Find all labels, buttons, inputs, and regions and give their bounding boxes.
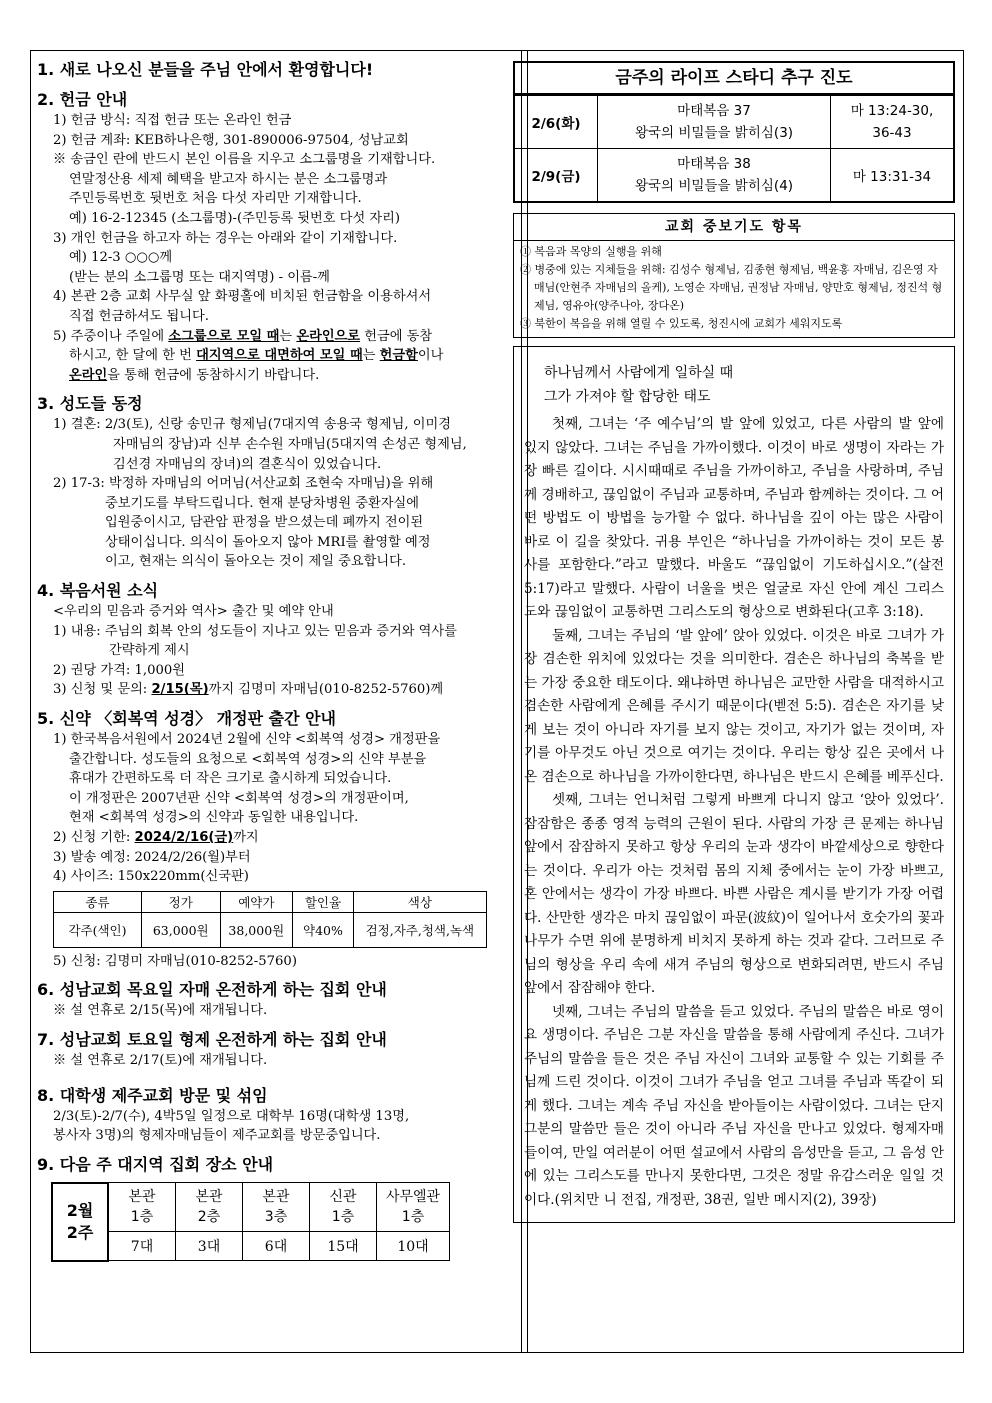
table-header: 색상 (353, 891, 486, 912)
study-reference: 마 13:24-30, 36-43 (831, 96, 954, 149)
life-study-title: 금주의 라이프 스타디 추구 진도 (515, 63, 953, 95)
announcements-column (37, 59, 487, 1270)
study-reference: 마 13:31-34 (831, 149, 954, 202)
text-line: 연말정산용 세제 혜택을 받고자 하시는 분은 소그룹명과 (69, 171, 388, 187)
article-body (524, 413, 944, 1212)
text-line: (받는 분의 소그룹명 또는 대지역명) - 이름-께 (69, 269, 330, 285)
section-title: 5. 신약 〈회복역 성경〉 개정판 출간 안내 (37, 709, 337, 729)
text-line: 1) 결혼: 2/3(토), 신랑 송민규 형제님(7대지역 송용국 형제님, 이미경 (53, 417, 451, 433)
hall-district: 7대 (108, 1232, 176, 1261)
text-line: 2) 헌금 계좌: KEB하나은행, 301-890006-97504, 성남교회 (53, 132, 409, 148)
section-title: 3. 성도들 동정 (37, 394, 143, 414)
table-header-row (54, 891, 487, 912)
section-title: 6. 성남교회 목요일 자매 온전하게 하는 집회 안내 (37, 980, 387, 1000)
text-line: 2) 신청 기한: 2024/2/16(금)까지 (53, 830, 259, 845)
text-line: 휴대가 간편하도록 더 작은 크기로 출시하게 되었습니다. (69, 771, 392, 787)
section-welcome (37, 59, 487, 81)
hall-district: 3대 (176, 1232, 243, 1261)
text-line: 간략하게 제시 (109, 643, 190, 659)
table-header: 예약가 (220, 891, 293, 912)
text-line: 3) 발송 예정: 2024/2/26(월)부터 (53, 849, 251, 865)
article-paragraph: 넷째, 그녀는 주님의 말씀을 듣고 있었다. 주님의 말씀은 바로 영이요 생명이다. 주님은 그분 자신을 말씀을 통해 사람에게 주신다. 그녀가 주님의 말씀을 들은 것은 주님 자신이 그녀와 교통할 수 있는 기회를 주님께 드린 것이다. 이것이 그녀가 주님을 얻고 그녀를 주님과 똑같이 되게 했다. 그녀는 계속 주님 자신을 받아들이는 사람이었다. 그녀는 단지 그분의 말씀만 들은 것이 아니라 주님 자신을 만나고 있었다. 형제자매들이여, 만일 여러분이 어떤 설교에서 사람의 음성만을 듣고, 그 음성 안에 있는 그리스도를 만나지 못한다면, 그것은 정말 유감스러운 일일 것이다.(위치만 니 전집, 개정판, 38권, 일반 메시지(2), 39장) (524, 1003, 944, 1208)
prayer-title: 교회 중보기도 항목 (514, 214, 954, 241)
text-line: 자매님의 장남)과 신부 손수원 자매님(5대지역 손성곤 형제님, (113, 436, 467, 452)
study-date: 2/6(화) (515, 96, 598, 149)
price-table (53, 891, 487, 948)
article-subtitle: 그가 가져야 할 합당한 태도 (544, 389, 711, 405)
text-line: 4) 사이즈: 150x220mm(신국판) (53, 869, 249, 885)
hall-name: 사무엘관 1층 (377, 1183, 450, 1232)
week-label: 2월 2주 (52, 1183, 108, 1261)
hall-name: 본관 2층 (176, 1183, 243, 1232)
table-row (515, 149, 953, 202)
table-cell: 63,000원 (141, 912, 220, 947)
table-row (515, 96, 953, 149)
hall-district: 15대 (310, 1232, 377, 1261)
text-line: 예) 16-2-12345 (소그룹명)-(주민등록 뒷번호 다섯 자리) (69, 210, 400, 226)
table-cell: 약40% (293, 912, 354, 947)
section-bookroom (37, 580, 487, 700)
text-line: 2) 17-3: 박정하 자매님의 어머님(서산교회 조현숙 자매님)을 위해 (53, 476, 434, 492)
text-line: 입원중이시고, 담관암 판정을 받으셨는데 폐까지 전이된 (105, 515, 424, 531)
prayer-box (513, 213, 955, 338)
text-line: 1) 내용: 주님의 회복 안의 성도들이 지나고 있는 믿음과 증거와 역사를 (53, 623, 457, 639)
section-offering (37, 89, 487, 385)
hall-name: 본관 3층 (243, 1183, 310, 1232)
table-header: 할인율 (293, 891, 354, 912)
text-line: 이 개정판은 2007년판 신약 <회복역 성경>의 개정판이며, (69, 790, 409, 806)
section-meeting-locations (37, 1154, 487, 1262)
text-line: 3) 개인 헌금을 하고자 하는 경우는 아래와 같이 기재합니다. (53, 230, 398, 246)
text-line: ※ 송금인 란에 반드시 본인 이름을 지우고 소그룹명을 기재합니다. (53, 152, 436, 168)
text-line: 2/3(토)-2/7(수), 4박5일 일정으로 대학부 16명(대학생 13명, (53, 1108, 410, 1124)
article-paragraph: 첫째, 그녀는 ‘주 예수님’의 발 앞에 있었고, 다른 사람의 발 앞에 있지 않았다. 그녀는 주님을 가까이했다. 이것이 바로 생명이 자라는 가장 빠른 길이다. 시시때때로 주님을 가까이하고, 주님을 사랑하며, 주님께 경배하고, 끊임없이 주님과 교통하며, 주님과 함께하는 것이다. 그 어떤 방법도 이 방법을 능가할 수 없다. 하나님을 깊이 아는 많은 사람이 바로 이 길을 찾았다. 귀용 부인은 “하나님을 가까이하는 것이 모든 봉사를 포함한다.”라고 말했다. 바울도 “끊임없이 기도하십시오.”(살전 5:17)라고 말했다. 사람이 너울을 벗은 얼굴로 자신 안에 계신 그리스도와 끊임없이 교통하면 그리스도의 형상으로 변화된다(고후 3:18). (524, 416, 944, 620)
text-line: ※ 설 연휴로 2/17(토)에 재개됩니다. (53, 1052, 268, 1068)
text-line: 1) 한국복음서원에서 2024년 2월에 신약 <회복역 성경> 개정판을 (53, 732, 441, 748)
hall-name: 신관 1층 (310, 1183, 377, 1232)
text-line: 현재 <회복역 성경>의 신약과 동일한 내용입니다. (69, 810, 359, 826)
section-title: 8. 대학생 제주교회 방문 및 섞임 (37, 1085, 268, 1105)
hall-district: 6대 (243, 1232, 310, 1261)
prayer-item: ② 병중에 있는 지체들을 위해: 김성수 형제님, 김종현 형제님, 백윤홍 자매님, 김은영 자매님(안현주 자매님의 올케), 노영순 자매님, 권정남 자매님, 양만호 형제님, 정진석 형제님, 영유아(양주나아, 장다온) (520, 263, 943, 312)
text-line: 1) 헌금 방식: 직접 헌금 또는 온라인 헌금 (53, 113, 292, 128)
text-line: 출간합니다. 성도들의 요청으로 <회복역 성경>의 신약 부분을 (69, 751, 427, 767)
article-paragraph: 셋째, 그녀는 언니처럼 그렇게 바쁘게 다니지 않고 ‘앉아 있었다’. 잠잠함은 종종 영적 능력의 근원이 된다. 사람의 가장 큰 문제는 하나님 앞에서 잠잠하지 못하고 항상 우리의 눈과 생각이 바깥세상으로 향한다는 것이다. 우리가 아는 것처럼 몸의 지체 중에서는 눈이 가장 바쁘고, 혼 안에서는 생각이 가장 바쁘다. 바쁜 사람은 계시를 받기가 가장 어렵다. 산만한 생각은 마치 끊임없이 파문(波紋)이 일어나서 호숫가의 꽃과 나무가 수면 위에 분명하게 비치지 못하게 하는 것과 같다. 그러므로 주님의 형상을 우리 속에 새겨 주님의 형상으로 변화되려면, 반드시 주님 앞에서 잠잠해야 한다. (524, 792, 944, 996)
text-line: 5) 신청: 김명미 자매님(010-8252-5760) (53, 953, 297, 969)
section-sisters-meeting (37, 979, 487, 1021)
section-title: 9. 다음 주 대지역 집회 장소 안내 (37, 1154, 274, 1174)
text-line: 직접 헌금하셔도 됩니다. (69, 308, 209, 324)
section-recovery-bible (37, 708, 487, 971)
text-line: 이고, 현재는 의식이 돌아오는 것이 제일 중요합니다. (105, 554, 407, 570)
right-column (513, 61, 955, 1223)
hall-name: 본관 1층 (108, 1183, 176, 1232)
article-title: 하나님께서 사람에게 일하실 때 (544, 365, 734, 381)
section-title: 4. 복음서원 소식 (37, 581, 159, 601)
section-title: 2. 헌금 안내 (37, 90, 128, 109)
study-message: 마태복음 37 왕국의 비밀들을 밝히심(3) (598, 96, 831, 149)
table-header: 정가 (141, 891, 220, 912)
section-title: 1. 새로 나오신 분들을 주님 안에서 환영합니다! (37, 60, 374, 79)
study-message: 마태복음 38 왕국의 비밀들을 밝히심(4) (598, 149, 831, 202)
text-line: 5) 주중이나 주일에 소그룹으로 모일 때는 온라인으로 헌금에 동참 (53, 328, 433, 344)
text-line: 4) 본관 2층 교회 사무실 앞 화평홀에 비치된 헌금함을 이용하셔서 (53, 289, 432, 305)
section-title: 7. 성남교회 토요일 형제 온전하게 하는 집회 안내 (37, 1029, 387, 1049)
section-members-news (37, 393, 487, 572)
text-line: 상태이십니다. 의식이 돌아오지 않아 MRI를 촬영할 예정 (105, 534, 431, 550)
study-date: 2/9(금) (515, 149, 598, 202)
text-line: 예) 12-3 ○○○께 (69, 250, 173, 266)
table-cell: 38,000원 (220, 912, 293, 947)
location-table (51, 1182, 450, 1262)
text-line: 주민등록번호 뒷번호 처음 다섯 자리만 기재합니다. (69, 191, 362, 207)
text-line: 봉사자 3명)의 형제자매님들이 제주교회를 방문중입니다. (53, 1128, 381, 1144)
article-paragraph: 둘째, 그녀는 주님의 ‘발 앞에’ 앉아 있었다. 이것은 바로 그녀가 가장 겸손한 위치에 있었다는 것을 의미한다. 겸손은 하나님의 축복을 받는 가장 중요한 태도이다. 왜냐하면 하나님은 교만한 사람을 대적하시고 겸손한 사람에게 은혜를 주시기 때문이다(벧전 5:5). 겸손은 자기를 낮게 보는 것이 아니라 자기를 보지 않는 것이고, 자기가 없는 것이며, 자기를 아무것도 아닌 것으로 여기는 것이다. 우리는 항상 깊은 곳에서 나온 겸손으로 하나님을 가까이한다면, 하나님은 반드시 은혜를 베푸신다. (524, 627, 944, 785)
table-header: 종류 (54, 891, 142, 912)
life-study-table (515, 95, 953, 201)
life-study-box (513, 61, 955, 203)
text-line: 3) 신청 및 문의: 2/15(목)까지 김명미 자매님(010-8252-5760)께 (53, 682, 444, 698)
text-line: <우리의 믿음과 증거와 역사> 출간 및 예약 안내 (53, 604, 334, 620)
article-box (513, 346, 955, 1223)
table-row (54, 912, 487, 947)
text-line: 온라인을 통해 헌금에 동참하시기 바랍니다. (69, 367, 320, 383)
table-cell: 각주(색인) (54, 912, 142, 947)
hall-district: 10대 (377, 1232, 450, 1261)
text-line: 2) 권당 가격: 1,000원 (53, 662, 186, 678)
section-brothers-meeting (37, 1029, 487, 1071)
text-line: ※ 설 연휴로 2/15(목)에 재개됩니다. (53, 1003, 268, 1019)
text-line: 하시고, 한 달에 한 번 대지역으로 대면하여 모일 때는 헌금함이나 (69, 348, 444, 364)
prayer-item: ① 복음과 목양의 실행을 위해 (520, 245, 662, 258)
table-cell: 검정,자주,청색,녹색 (353, 912, 486, 947)
section-jeju-visit (37, 1085, 487, 1146)
text-line: 중보기도를 부탁드립니다. 현재 분당차병원 중환자실에 (105, 495, 419, 511)
prayer-item: ③ 북한이 복음을 위해 열릴 수 있도록, 청진시에 교회가 세워지도록 (520, 317, 843, 330)
prayer-items (514, 241, 954, 337)
page-frame (30, 50, 964, 1353)
text-line: 김선경 자매님의 장녀)의 결혼식이 있었습니다. (113, 456, 382, 472)
